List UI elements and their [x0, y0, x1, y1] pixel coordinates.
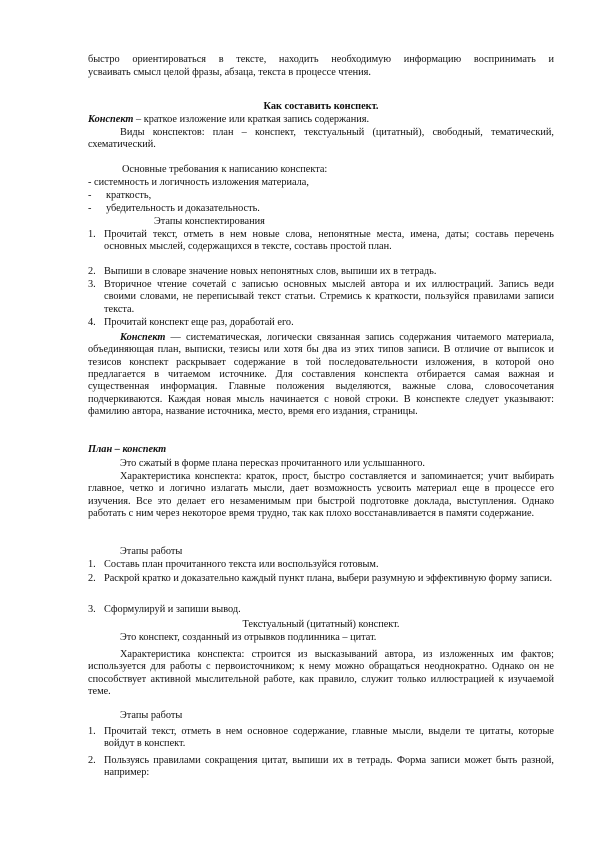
definition [88, 114, 554, 126]
requirements-title: Основные требования к написанию конспекта: [122, 164, 328, 175]
definition-text: – краткое изложение или краткая запись содержания. [133, 114, 370, 125]
plan-stage-text: Раскрой кратко и доказательно каждый пункт плана, выбери разумную и эффективную форму записи. [104, 573, 553, 584]
plan-stage-item: 2. Раскрой кратко и доказательно каждый пункт плана, выбери разумную и эффективную форму записи. [88, 573, 553, 584]
konspekt-paragraph [88, 332, 554, 418]
stage-text: Прочитай конспект еще раз, доработай его. [104, 317, 294, 328]
plan-heading: План – конспект [88, 444, 167, 455]
text-characteristic: Характеристика конспекта: строится из высказываний автора, из изложенных им фактов; используется для работы с первоисточником; к нему можно обращаться неоднократно. Однако он не способствует активной мыслительной работе, как правило, служит только иллюстрацией к изучаемой теме. [88, 649, 554, 698]
konspekt-text: — систематическая, логически связанная запись содержания читаемого материала, объединяющая план, выписки, тезисы или хотя бы два из этих типов записи. В отличие от выписок и тезисов конспект раскрывает содержание в той последовательности изложения, в которой оно предлагается в читаемом источнике. Для составления конспекта отбирается самая важная и существенная информация. Главные положения выделяются, важные слова, словосочетания подчеркиваются. Каждая новая мысль начинается с новой строки. В конспекте следует указывают: фамилию автора, название источника, место, время его издания, страницы. [88, 332, 554, 418]
requirement-item: - системность и логичность изложения материала, [88, 177, 309, 188]
stage-text: Вторичное чтение сочетай с записью основных мыслей автора и их иллюстраций. Запись веди своими словами, не переписывай текст статьи. Стремись к краткости, пользуйся правилами записи текста. [104, 279, 554, 315]
section-heading: Как составить конспект. [263, 101, 379, 112]
plan-stage-item: 3. Сформулируй и запиши вывод. [88, 604, 554, 616]
plan-stage-item: 1. Составь план прочитанного текста или воспользуйся готовым. [88, 559, 554, 571]
requirement-item: - краткость, [88, 190, 152, 201]
text-stage-text: Прочитай текст, отметь в нем основное содержание, главные мысли, выдели те цитаты, которые войдут в конспект. [104, 726, 554, 750]
stage-item: 2. Выпиши в словаре значение новых непонятных слов, выпиши их в тетрадь. [88, 266, 554, 278]
text-work-stages-title: Этапы работы [120, 710, 183, 721]
requirement-text: убедительность и доказательность. [106, 203, 260, 214]
stage-item: 1. Прочитай текст, отметь в нем новые слова, непонятные места, имена, даты; составь перечень основных мыслей, содержащихся в тексте, составь простой план. [88, 229, 554, 253]
requirement-text: краткость, [106, 190, 152, 201]
definition-term: Конспект [88, 114, 134, 125]
plan-stage-text: Составь план прочитанного текста или воспользуйся готовым. [104, 559, 379, 570]
text-stage-text: Пользуясь правилами сокращения цитат, выпиши их в тетрадь. Форма записи может быть разной, например: [104, 755, 554, 779]
stage-item: 3. Вторичное чтение сочетай с записью основных мыслей автора и их иллюстраций. Запись веди своими словами, не переписывай текст статьи. Стремись к краткости, пользуйся правилами записи текста. [88, 279, 554, 315]
text-stage-item: 1. Прочитай текст, отметь в нем основное содержание, главные мысли, выдели те цитаты, которые войдут в конспект. [88, 726, 554, 750]
intro-line-1: быстро ориентироваться в тексте, находить необходимую информацию воспринимать и [88, 54, 554, 65]
stage-item: 4. Прочитай конспект еще раз, доработай его. [88, 317, 554, 329]
stage-text: Прочитай текст, отметь в нем новые слова, непонятные места, имена, даты; составь перечень основных мыслей, содержащихся в тексте, составь простой план. [104, 229, 554, 253]
stage-text: Выпиши в словаре значение новых непонятных слов, выпиши их в тетрадь. [104, 266, 437, 277]
text-stage-item: 2. Пользуясь правилами сокращения цитат, выпиши их в тетрадь. Форма записи может быть разной, например: [88, 755, 554, 779]
work-stages-title: Этапы работы [120, 546, 183, 557]
plan-characteristic: Характеристика конспекта: краток, прост, быстро составляется и запоминается; учит выбирать главное, четко и логично излагать мысли, дает возможность усвоить материал еще в процессе его изучения. Все это делает его незаменимым при быстрой подготовке доклада, выступления. Однако работать с ним через некоторое время трудно, так как плохо восстанавливается в памяти содержание. [88, 471, 554, 520]
konspekt-term: Конспект [120, 332, 166, 343]
stages-title: Этапы конспектирования [154, 216, 265, 227]
types-paragraph: Виды конспектов: план – конспект, текстуальный (цитатный), свободный, тематический, схематический. [88, 127, 554, 151]
intro-line-2: усваивать смысл целой фразы, абзаца, текста в процессе чтения. [88, 67, 371, 78]
text-heading: Текстуальный (цитатный) конспект. [242, 619, 400, 630]
requirement-item: - убедительность и доказательность. [88, 203, 260, 214]
plan-stage-text: Сформулируй и запиши вывод. [104, 604, 241, 615]
text-definition: Это конспект, созданный из отрывков подлинника – цитат. [120, 632, 377, 643]
plan-definition: Это сжатый в форме плана пересказ прочитанного или услышанного. [120, 458, 425, 469]
